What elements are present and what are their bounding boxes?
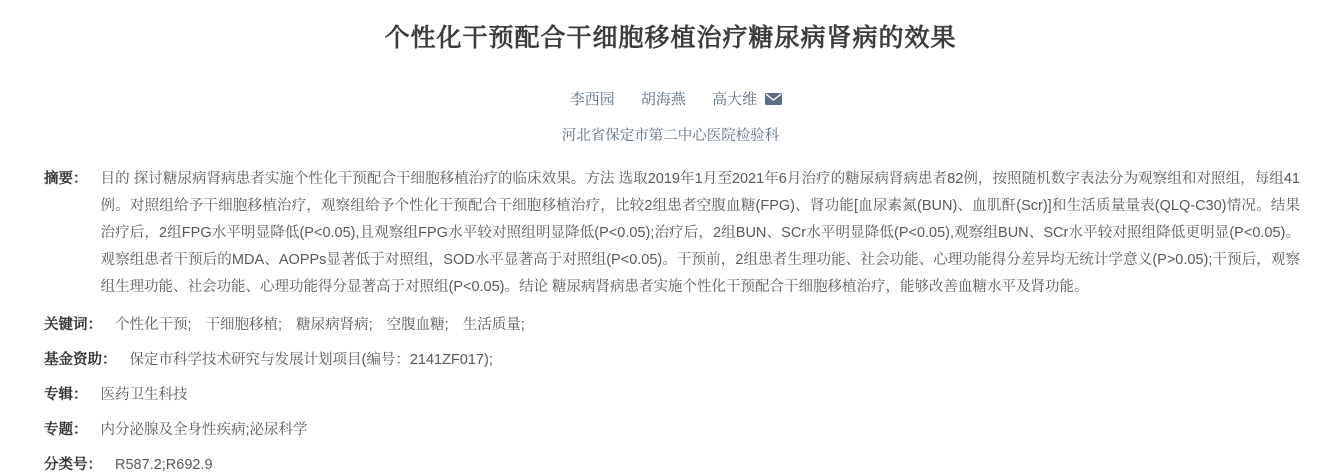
keywords-label: 关键词：: [44, 317, 102, 333]
keyword-link[interactable]: 生活质量;: [462, 317, 525, 333]
keyword-link[interactable]: 空腹血糖;: [386, 317, 449, 333]
clc-value: R587.2;R692.9: [115, 457, 213, 473]
keyword-link[interactable]: 个性化干预;: [115, 317, 192, 333]
fund-label: 基金资助：: [44, 352, 117, 368]
topic-section: [0, 419, 1341, 441]
affiliation-link[interactable]: 河北省保定市第二中心医院检验科: [561, 128, 780, 144]
author-link[interactable]: 李西园: [569, 91, 615, 108]
author-link[interactable]: 胡海燕: [640, 91, 686, 108]
keywords-list: [115, 314, 535, 336]
keyword-link[interactable]: 干细胞移植;: [205, 317, 283, 333]
abstract-label: 摘要：: [44, 171, 88, 187]
clc-section: [0, 454, 1341, 476]
album-label: 专辑：: [44, 387, 88, 403]
album-section: [0, 384, 1341, 406]
abstract-section: [0, 166, 1341, 301]
clc-label: 分类号：: [44, 457, 102, 473]
fund-section: [0, 349, 1341, 371]
email-icon[interactable]: [765, 93, 782, 105]
album-value: 医药卫生科技: [100, 387, 188, 403]
topic-value: 内分泌腺及全身性疾病;泌尿科学: [100, 422, 308, 438]
abstract-text: 目的 探讨糖尿病肾病患者实施个性化干预配合干细胞移植治疗的临床效果。方法 选取2019年1月至2021年6月治疗的糖尿病肾病患者82例，按照随机数字表法分为观察组和对照组，每组41例。对照组给予干细胞移植治疗，观察组给予个性化干预配合干细胞移植治疗，比较2组患者空腹血糖(FPG)、肾功能[血尿素氮(BUN)、血肌酐(Scr)]和生活质量量表(QLQ-C30)情况。结果 治疗后，2组FPG水平明显降低(P<0.05),且观察组FPG水平较对照组明显降低(P<0.05);治疗后，2组BUN、SCr水平明显降低(P<0.05),观察组BUN、SCr水平较对照组降低更明显(P<0.05)。观察组患者干预后的MDA、AOPPs显著低于对照组，SOD水平显著高于对照组(P<0.05)。干预前，2组患者生理功能、社会功能、心理功能得分差异均无统计学意义(P>0.05);干预后，观察组生理功能、社会功能、心理功能得分显著高于对照组(P<0.05)。结论 糖尿病肾病患者实施个性化干预配合干细胞移植治疗，能够改善血糖水平及肾功能。: [100, 171, 1300, 295]
page-title: 个性化干预配合干细胞移植治疗糖尿病肾病的效果: [384, 24, 957, 52]
keyword-link[interactable]: 糖尿病肾病;: [296, 317, 373, 333]
fund-link[interactable]: 保定市科学技术研究与发展计划项目(编号：2141ZF017);: [129, 352, 493, 368]
keywords-section: [0, 314, 1341, 336]
authors-row: [0, 88, 1341, 109]
author-link[interactable]: 高大维: [712, 91, 758, 108]
topic-label: 专题：: [44, 422, 88, 438]
